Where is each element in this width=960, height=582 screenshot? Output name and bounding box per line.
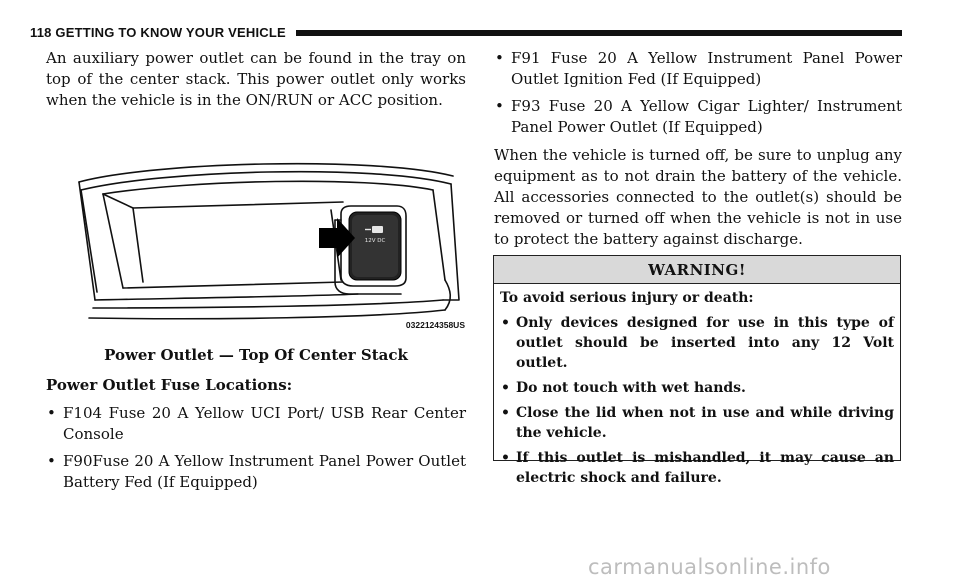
warning-item: • Only devices designed for use in this type of outlet should be inserted into any 12 Volt outlet.	[500, 313, 894, 373]
fuse-item: • F93 Fuse 20 A Yellow Cigar Lighter/ Instrument Panel Power Outlet (If Equipped)	[494, 96, 902, 138]
warning-item: • If this outlet is mishandled, it may cause an electric shock and failure.	[500, 448, 894, 488]
page-section-title: 118 GETTING TO KNOW YOUR VEHICLE	[30, 24, 286, 40]
warning-body	[494, 284, 900, 488]
fuse-list-left	[46, 397, 466, 493]
fuse-item: • F90Fuse 20 A Yellow Instrument Panel Power Outlet Battery Fed (If Equipped)	[46, 451, 466, 493]
figure-code: 0322124358US	[405, 320, 465, 330]
warning-item: • Close the lid when not in use and while driving the vehicle.	[500, 403, 894, 443]
fuse-item: • F104 Fuse 20 A Yellow UCI Port/ USB Rear Center Console	[46, 403, 466, 445]
figure-caption: Power Outlet — Top Of Center Stack	[104, 346, 408, 364]
center-stack-tray-illustration	[73, 150, 470, 336]
page-header	[30, 20, 902, 44]
warning-title: WARNING!	[494, 256, 900, 284]
power-outlet-figure	[73, 150, 470, 336]
unplug-note-paragraph: When the vehicle is turned off, be sure to unplug any equipment as to not drain the battery of the vehicle. All accessories connected to the outlet(s) should be removed or turned off when the vehicle is not in use to protect the battery against discharge.	[494, 146, 902, 248]
header-rule	[296, 30, 902, 36]
right-column	[494, 48, 902, 250]
warning-item: • Do not touch with wet hands.	[500, 378, 894, 398]
fuse-locations-heading: Power Outlet Fuse Locations:	[46, 376, 293, 394]
outlet-cap-label: 12V DC	[364, 238, 386, 244]
warning-box	[493, 255, 901, 486]
site-watermark: carmanualsonline.info	[588, 555, 831, 579]
warning-lead: To avoid serious injury or death:	[500, 290, 754, 306]
intro-paragraph: An auxiliary power outlet can be found in the tray on top of the center stack. This power outlet only works when the vehicle is in the ON/RUN or ACC position.	[46, 49, 466, 109]
left-column	[46, 48, 466, 111]
fuse-item: • F91 Fuse 20 A Yellow Instrument Panel Power Outlet Ignition Fed (If Equipped)	[494, 48, 902, 90]
